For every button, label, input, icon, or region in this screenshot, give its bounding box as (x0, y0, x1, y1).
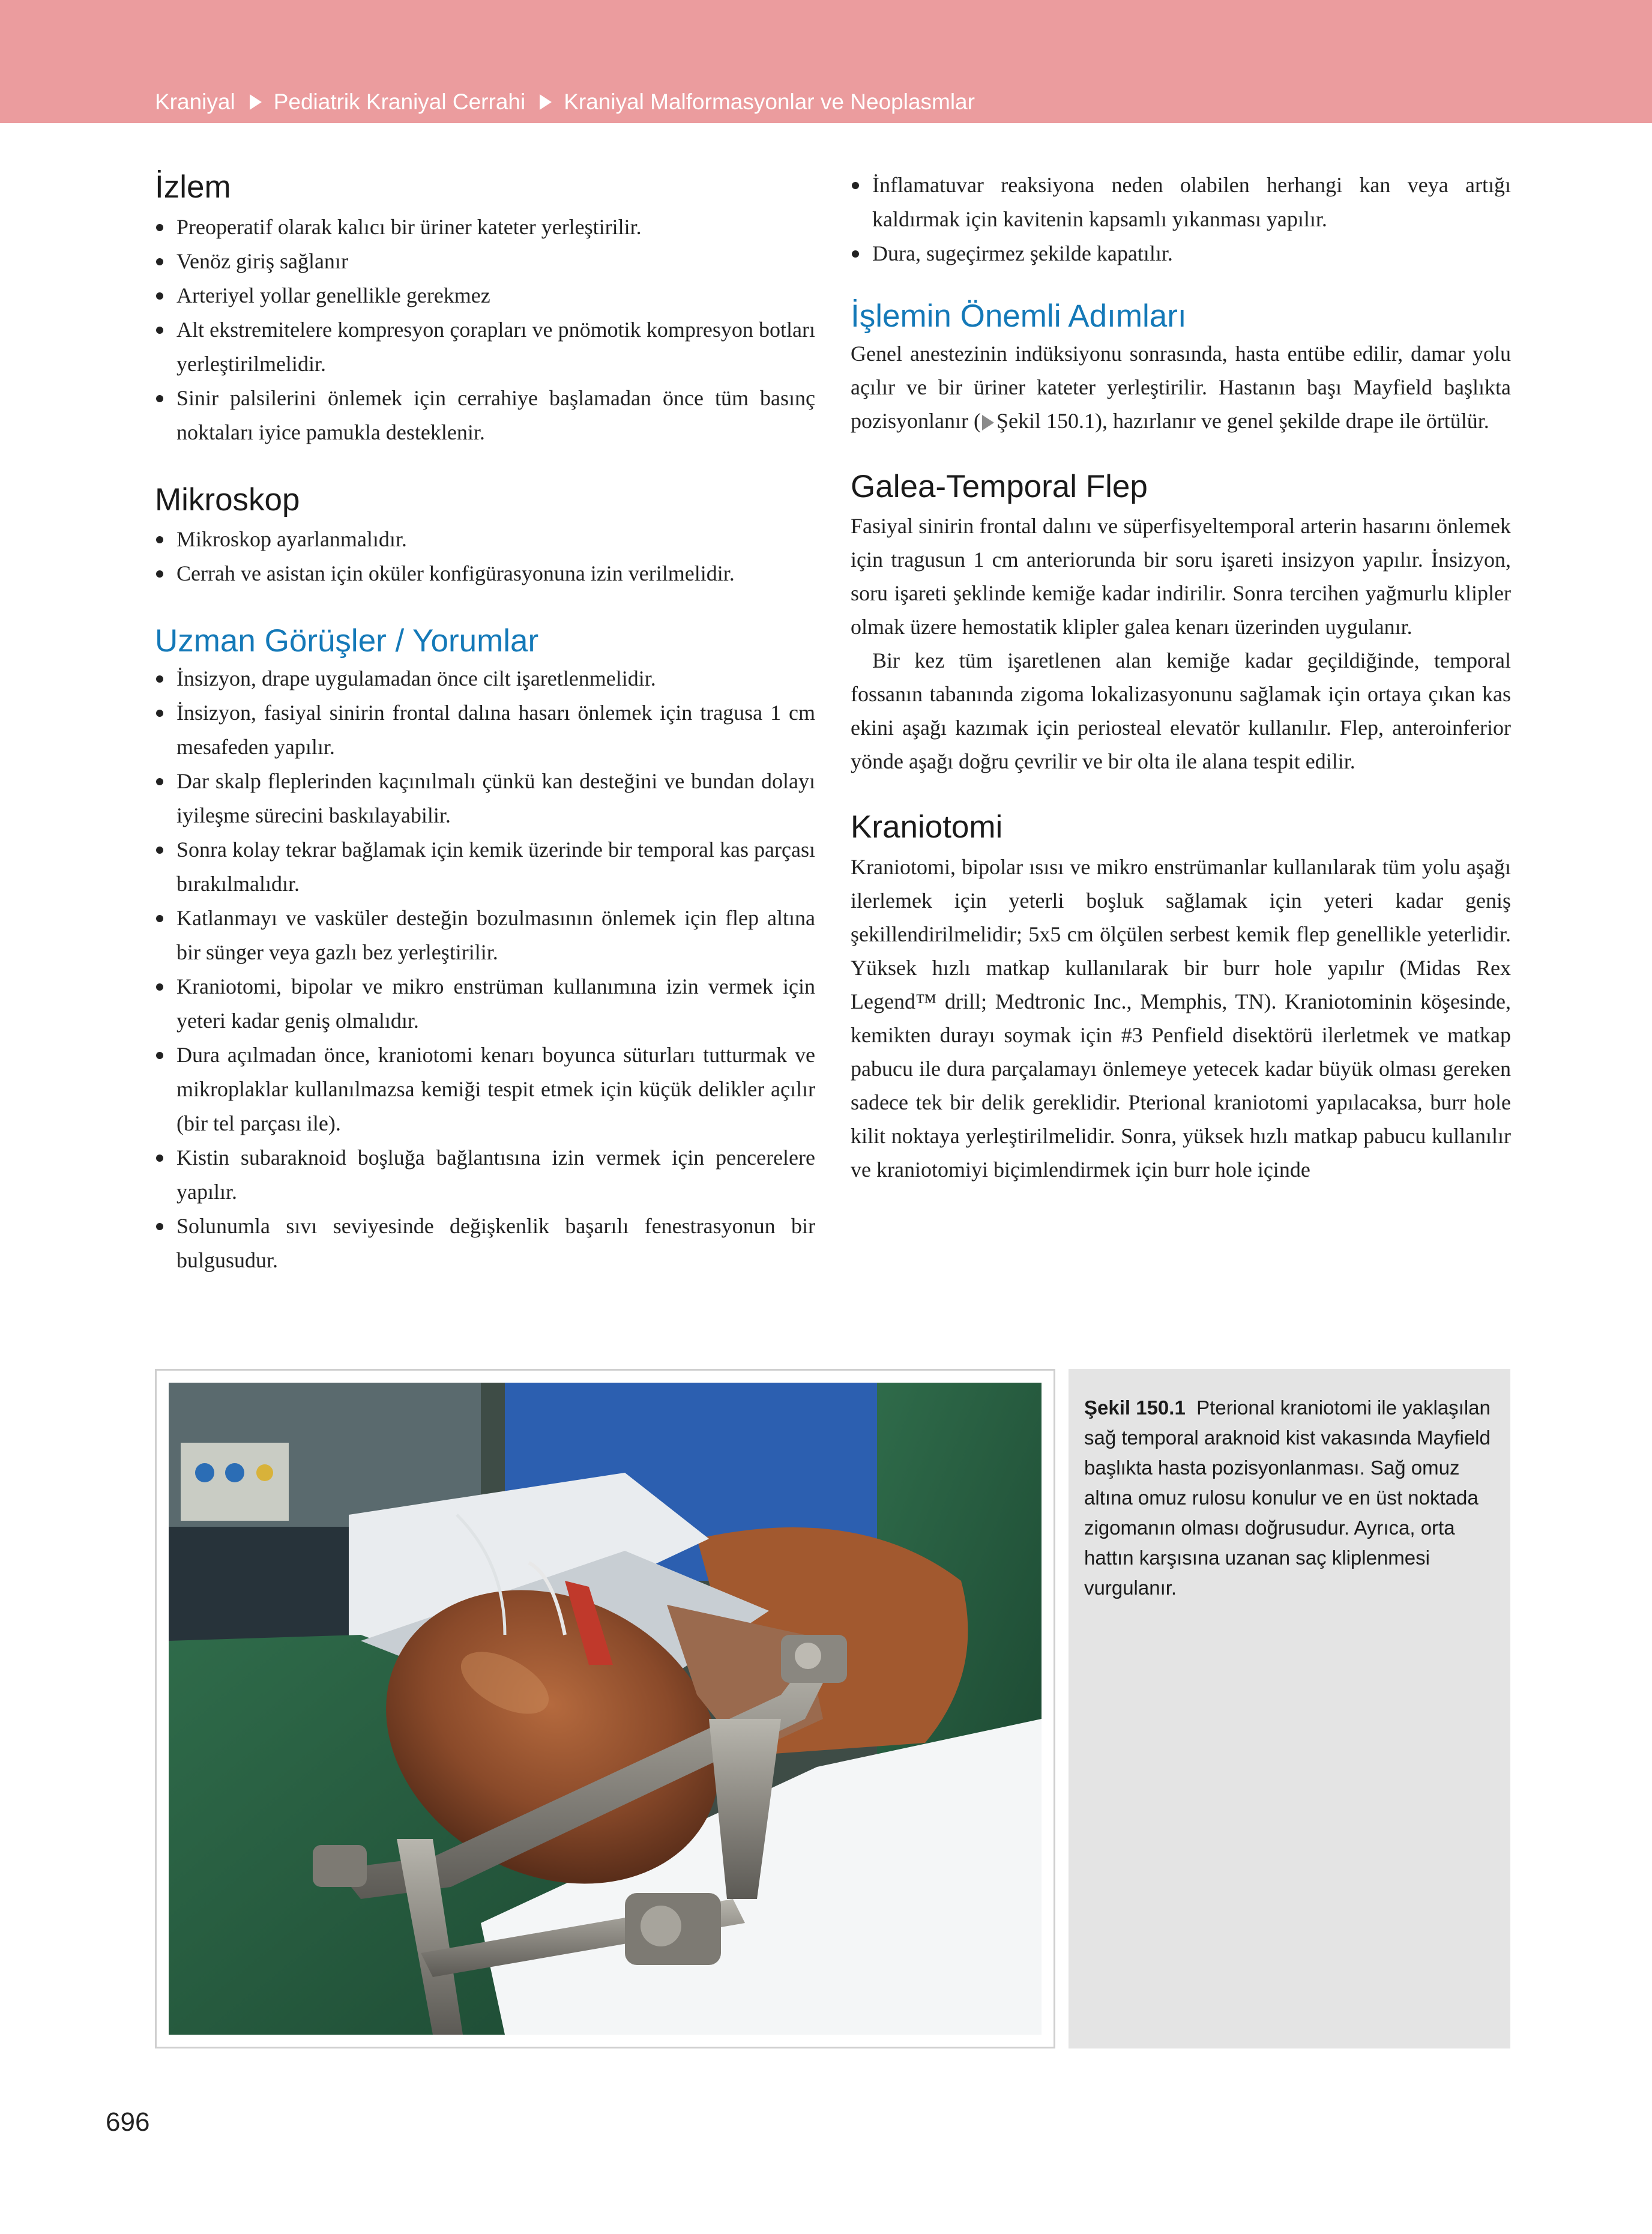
figure-reference[interactable]: Şekil 150.1 (996, 408, 1095, 433)
izlem-list (155, 210, 815, 450)
list-item: Dura, sugeçirmez şekilde kapatılır. (851, 237, 1511, 271)
uzman-list (155, 662, 815, 1278)
list-item: İnflamatuvar reaksiyona neden olabilen herhangi kan veya artığı kaldırmak için kavitenin kapsamlı yıkanması yapılır. (851, 168, 1511, 237)
breadcrumb-item-malformasyonlar: Kraniyal Malformasyonlar ve Neoplasmlar (564, 89, 975, 114)
list-item: Mikroskop ayarlanmalıdır. (155, 522, 815, 557)
section-title-adimlar: İşlemin Önemli Adımları (851, 298, 1187, 334)
figure-label: Şekil 150.1 (1084, 1396, 1186, 1419)
list-item: Katlanmayı ve vasküler desteğin bozulmasının önlemek için flep altına bir sünger veya gazlı bez yerleştirilir. (155, 901, 815, 970)
breadcrumb (155, 84, 975, 120)
mikroskop-list (155, 522, 815, 591)
continued-list (851, 168, 1511, 271)
list-item: Alt ekstremitelere kompresyon çorapları ve pnömotik kompresyon botları yerleştirilmelidir. (155, 313, 815, 381)
list-item: Arteriyel yollar genellikle gerekmez (155, 279, 815, 313)
figure-caption-text: Pterional kraniotomi ile yaklaşılan sağ temporal araknoid kist vakasında Mayfield başlıkta hasta pozisyonlanması. Sağ omuz altına omuz rulosu konulur ve en üst noktada zigomanın olması doğrusudur. Ayrıca, orta hattın karşısına uzanan saç kliplenmesi vurgulanır. (1084, 1396, 1491, 1599)
left-column (155, 168, 815, 1278)
list-item: Venöz giriş sağlanır (155, 244, 815, 279)
list-item: Kraniotomi, bipolar ve mikro enstrüman kullanımına izin vermek için yeteri kadar geniş olmalıdır. (155, 970, 815, 1038)
kraniotomi-paragraph: Kraniotomi, bipolar ısısı ve mikro enstrümanlar kullanılarak tüm yolu aşağı ilerlemek için yeterli boşluk sağlamak için yeteri kadar geniş şekillendirilmelidir; 5x5 cm ölçülen serbest kemik flep genellikle yeterlidir. Yüksek hızlı matkap kullanılarak bir burr hole yapılır (Midas Rex Legend™ drill; Medtronic Inc., Memphis, TN). Kraniotominin köşesinde, kemikten durayı soymak için #3 Penfield disektörü ilerletmek ve matkap pabucu ile dura parçalamayı önlemeye yetecek kadar büyük olması gereken sadece tek bir delik gereklidir. Pterional kraniotomi yapılacaksa, burr hole kilit noktaya yerleştirilmelidir. Sonra, yüksek hızlı matkap pabucu kullanılır ve kraniotomiyi biçimlendirmek için burr hole içinde (851, 854, 1511, 1182)
mayfield-head-holder-photo (169, 1383, 1042, 2035)
running-header (0, 0, 1652, 123)
breadcrumb-item-kraniyal: Kraniyal (155, 89, 235, 114)
breadcrumb-arrow-icon (250, 94, 262, 110)
list-item: Sonra kolay tekrar bağlamak için kemik üzerinde bir temporal kas parçası bırakılmalıdır. (155, 833, 815, 901)
list-item: Cerrah ve asistan için oküler konfigürasyonuna izin verilmelidir. (155, 557, 815, 591)
figure-ref-arrow-icon (982, 415, 994, 430)
right-column (851, 168, 1511, 1186)
galea-paragraph-2: Bir kez tüm işaretlenen alan kemiğe kadar geçildiğinde, temporal fossanın tabanında zigoma lokalizasyonunu sağlamak için ortaya çıkan kas ekini aşağı kazımak için periosteal elevatör kullanılır. Flep, anteroinferior yönde aşağı doğru çevrilir ve bir olta ile alana tespit edilir. (851, 648, 1511, 774)
figure-caption (1069, 1369, 1510, 2048)
page-number: 696 (106, 2107, 150, 2137)
section-title-mikroskop: Mikroskop (155, 482, 300, 518)
list-item: Solunumla sıvı seviyesinde değişkenlik başarılı fenestrasyonun bir bulgusudur. (155, 1209, 815, 1278)
breadcrumb-arrow-icon (540, 94, 552, 110)
section-title-galea: Galea-Temporal Flep (851, 468, 1148, 504)
surgery-photo (169, 1383, 1042, 2035)
adimlar-paragraph (851, 337, 1511, 438)
list-item: Kistin subaraknoid boşluğa bağlantısına izin vermek için pencerelere yapılır. (155, 1141, 815, 1209)
list-item: Preoperatif olarak kalıcı bir üriner kateter yerleştirilir. (155, 210, 815, 244)
section-title-kraniotomi: Kraniotomi (851, 809, 1003, 845)
section-title-izlem: İzlem (155, 169, 231, 205)
figure-frame (155, 1369, 1055, 2048)
list-item: Sinir palsilerini önlemek için cerrahiye başlamadan önce tüm basınç noktaları iyice pamukla desteklenir. (155, 381, 815, 450)
adimlar-text-end: ), hazırlanır ve genel şekilde drape ile örtülür. (1094, 408, 1489, 433)
breadcrumb-item-pediatrik: Pediatrik Kraniyal Cerrahi (273, 89, 526, 114)
list-item: Dura açılmadan önce, kraniotomi kenarı boyunca süturları tutturmak ve mikroplaklar kullanılmazsa kemiği tespit etmek için küçük delikler açılır (bir tel parçası ile). (155, 1038, 815, 1141)
list-item: İnsizyon, fasiyal sinirin frontal dalına hasarı önlemek için tragusa 1 cm mesafeden yapılır. (155, 696, 815, 764)
list-item: Dar skalp fleplerinden kaçınılmalı çünkü kan desteğini ve bundan dolayı iyileşme sürecini baskılayabilir. (155, 764, 815, 833)
list-item: İnsizyon, drape uygulamadan önce cilt işaretlenmelidir. (155, 662, 815, 696)
galea-paragraph-1: Fasiyal sinirin frontal dalını ve süperfisyeltemporal arterin hasarını önlemek için tragusun 1 cm anteriorunda bir soru işareti insizyon yapılır. İnsizyon, soru işareti şeklinde kemiğe kadar indirilir. Sonra tercihen yağmurlu klipler olmak üzere hemostatik klipler galea kenarı üzerinden uygulanır. (851, 514, 1511, 639)
adimlar-text: Genel anestezinin indüksiyonu sonrasında, hasta entübe edilir, damar yolu açılır ve bir üriner kateter yerleştirilir. Hastanın başı Mayfield başlıkta pozisyonlanır ( (851, 341, 1511, 433)
section-title-uzman: Uzman Görüşler / Yorumlar (155, 623, 539, 659)
